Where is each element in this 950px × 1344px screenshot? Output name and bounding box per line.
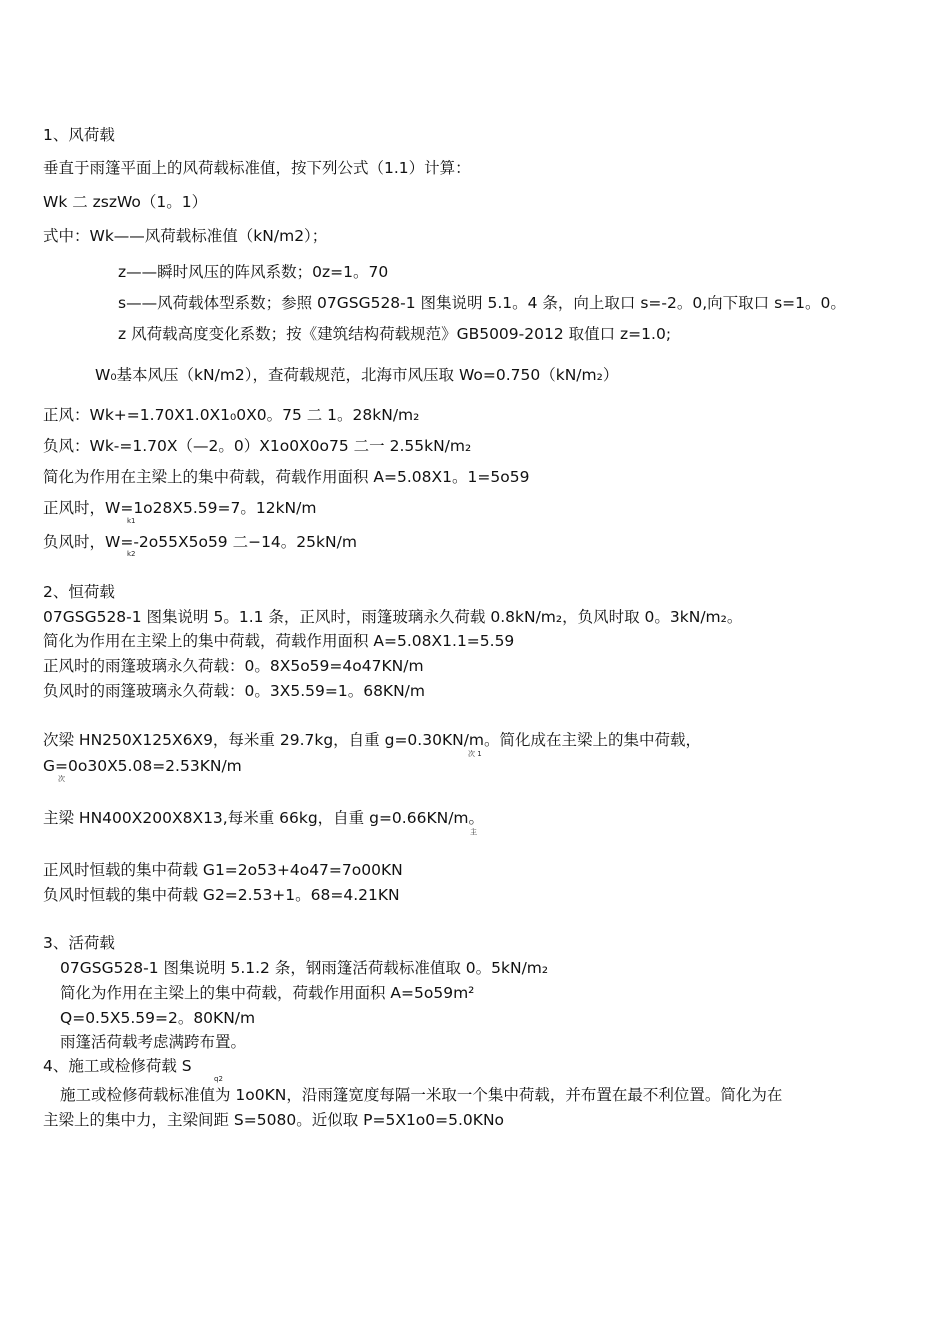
- text-line: 正风时，W=1o28X5.59=7。12kN/m: [43, 499, 317, 517]
- formula-line: Wk 二 zszWo（1。1）: [43, 193, 208, 211]
- text-line: 负风时恒载的集中荷载 G2=2.53+1。68=4.21KN: [43, 886, 400, 904]
- subscript: 次: [58, 775, 65, 783]
- subscript: 次 1: [468, 750, 482, 758]
- text-line: 次梁 HN250X125X6X9，每米重 29.7kg，自重 g=0.30KN/m。简化成在主梁上的集中荷载，: [43, 731, 702, 749]
- subscript: q2: [214, 1075, 223, 1083]
- text-line: 负风：Wk-=1.70X（—2。0）X1o0X0o75 二一 2.55kN/m₂: [43, 437, 472, 455]
- text-line: 简化为作用在主梁上的集中荷载，荷载作用面积 A=5.08X1.1=5.59: [43, 632, 515, 650]
- subscript: 主: [470, 828, 477, 836]
- text-line: 正风：Wk+=1.70X1.0X1₀0X0。75 二 1。28kN/m₂: [43, 406, 420, 424]
- text-line: s——风荷载体型系数；参照 07GSG528-1 图集说明 5.1。4 条，向上取口 s=-2。0,向下取口 s=1。0。: [118, 294, 846, 312]
- text-line: 雨篷活荷载考虑满跨布置。: [60, 1033, 247, 1051]
- text-line: 正风时的雨篷玻璃永久荷载：0。8X5o59=4o47KN/m: [43, 657, 424, 675]
- text-line: 垂直于雨篷平面上的风荷载标准值，按下列公式（1.1）计算：: [43, 159, 471, 177]
- section-3-heading: 3、活荷载: [43, 934, 115, 952]
- text-line: G=0o30X5.08=2.53KN/m: [43, 757, 242, 775]
- text-line: 简化为作用在主梁上的集中荷载，荷载作用面积 A=5o59m²: [60, 984, 475, 1002]
- subscript: k2: [127, 550, 136, 558]
- text-line: 简化为作用在主梁上的集中荷载，荷载作用面积 A=5.08X1。1=5o59: [43, 468, 530, 486]
- text-line: 负风时，W=-2o55X5o59 二−14。25kN/m: [43, 533, 357, 551]
- text-line: z——瞬时风压的阵风系数；0z=1。70: [118, 263, 389, 281]
- text-line: 负风时的雨篷玻璃永久荷载：0。3X5.59=1。68KN/m: [43, 682, 426, 700]
- section-1-heading: 1、风荷载: [43, 126, 115, 144]
- text-line: W₀基本风压（kN/m2），查荷载规范，北海市风压取 Wo=0.750（kN/m₂）: [95, 366, 619, 384]
- text-line: 07GSG528-1 图集说明 5.1.2 条，钢雨篷活荷载标准值取 0。5kN/m₂: [60, 959, 549, 977]
- section-4-heading: 4、施工或检修荷载 S: [43, 1057, 192, 1075]
- text-line: z 风荷载高度变化系数；按《建筑结构荷载规范》GB5009-2012 取值口 z=1.0;: [118, 325, 672, 343]
- text-line: 主梁 HN400X200X8X13,每米重 66kg，自重 g=0.66KN/m。: [43, 809, 485, 827]
- text-line: 正风时恒载的集中荷载 G1=2o53+4o47=7o00KN: [43, 861, 403, 879]
- subscript: k1: [127, 517, 136, 525]
- text-line: 式中：Wk——风荷载标准值（kN/m2）；: [43, 227, 328, 245]
- text-line: 07GSG528-1 图集说明 5。1.1 条，正风时，雨篷玻璃永久荷载 0.8kN/m₂，负风时取 0。3kN/m₂。: [43, 608, 743, 626]
- text-line: Q=0.5X5.59=2。80KN/m: [60, 1009, 256, 1027]
- text-line: 主梁上的集中力，主梁间距 S=5080。近似取 P=5X1o0=5.0KNo: [43, 1111, 505, 1129]
- text-line: 施工或检修荷载标准值为 1o0KN，沿雨篷宽度每隔一米取一个集中荷载，并布置在最不利位置。简化为在: [60, 1086, 783, 1104]
- section-2-heading: 2、恒荷载: [43, 583, 115, 601]
